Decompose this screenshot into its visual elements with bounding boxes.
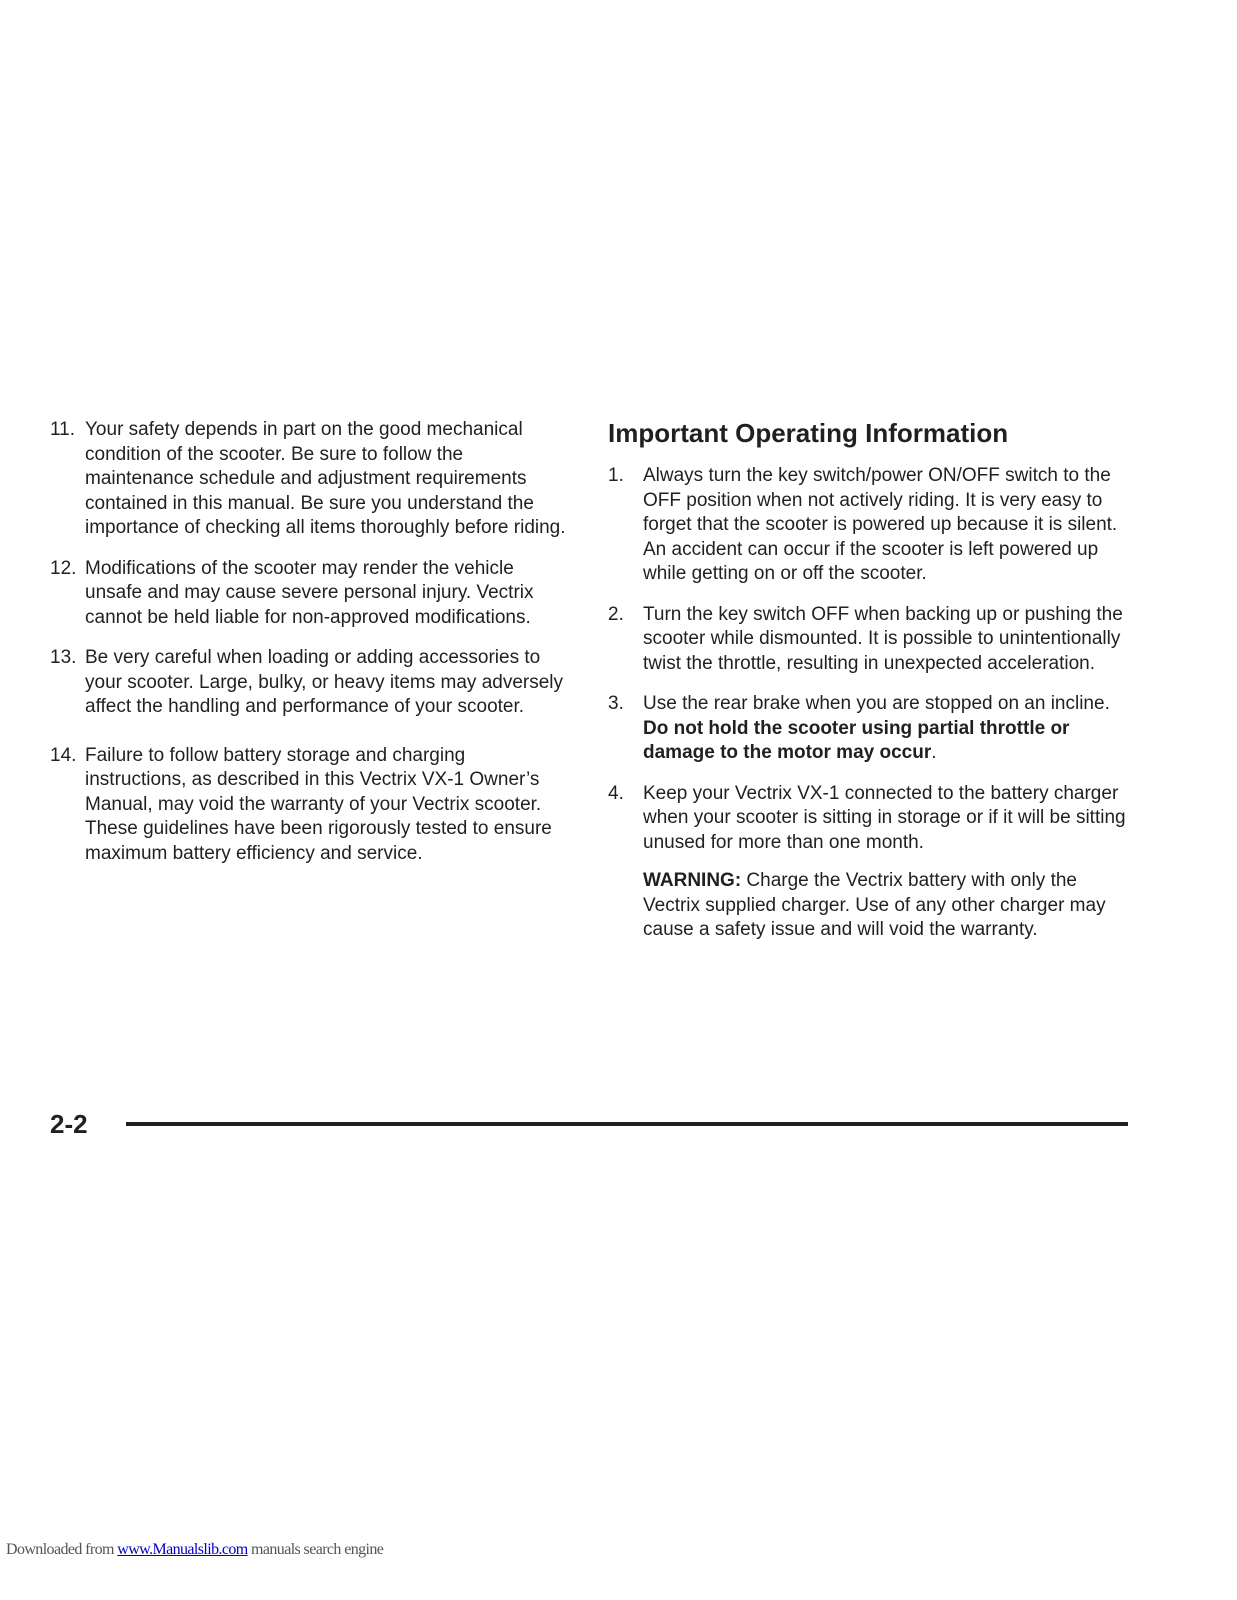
right-column	[608, 418, 1128, 943]
item-text: Turn the key switch OFF when backing up or pushing the scooter while dismounted. It is possible to unintentionally twist the throttle, resulting in unexpected acceleration.	[643, 603, 1123, 674]
list-item-4	[608, 782, 1128, 856]
download-prefix: Downloaded from	[6, 1541, 118, 1558]
page-footer	[50, 1106, 1128, 1142]
item-text: Your safety depends in part on the good mechanical condition of the scooter. Be sure to follow the maintenance schedule and adjustment requirements contained in this manual. Be sure you understand the importance of checking all items thoroughly before riding.	[85, 419, 566, 538]
download-suffix: manuals search engine	[247, 1541, 384, 1558]
footer-rule	[126, 1122, 1128, 1126]
page-number: 2-2	[50, 1109, 88, 1139]
item-text: Modifications of the scooter may render the vehicle unsafe and may cause severe personal injury. Vectrix cannot be held liable for non-approved modifications.	[85, 557, 534, 628]
item-number: 1.	[608, 465, 624, 486]
item-text	[643, 692, 1128, 766]
download-notice	[6, 1541, 383, 1559]
list-item-13	[50, 646, 570, 720]
list-item-12	[50, 557, 570, 631]
item-number: 12.	[50, 557, 77, 579]
item-text: Be very careful when loading or adding accessories to your scooter. Large, bulky, or heavy items may adversely affect the handling and performance of your scooter.	[85, 647, 564, 717]
item-number: 13.	[50, 647, 77, 668]
item-text: Keep your Vectrix VX-1 connected to the battery charger when your scooter is sitting in storage or if it will be sitting unused for more than one month.	[643, 782, 1126, 853]
item-number: 11.	[50, 419, 76, 440]
item-number: 14.	[50, 744, 77, 766]
warning-text: Charge the Vectrix battery with only the Vectrix supplied charger. Use of any other charger may cause a safety issue and will void the warranty.	[643, 870, 1106, 940]
manualslib-link[interactable]: www.Manualslib.com	[117, 1541, 248, 1558]
list-item-11	[50, 418, 570, 541]
item-text-start: Use the rear brake when you are stopped on an incline.	[643, 693, 1110, 714]
item-number: 2.	[608, 603, 624, 625]
warning-label: WARNING:	[643, 870, 742, 891]
section-heading: Important Operating Information	[608, 418, 1009, 448]
list-item-2	[608, 603, 1128, 677]
item-text: Always turn the key switch/power ON/OFF switch to the OFF position when not actively riding. It is very easy to forget that the scooter is powered up because it is silent. An accident can occur if the scooter is left powered up while getting on or off the scooter.	[643, 465, 1118, 584]
warning-note	[608, 869, 1128, 943]
list-item-1	[608, 464, 1128, 587]
item-text: Failure to follow battery storage and charging instructions, as described in this Vectrix VX-1 Owner’s Manual, may void the warranty of your Vectrix scooter. These guidelines have been rigorously tested to ensure maximum battery efficiency and service.	[85, 744, 552, 864]
item-text-bold: Do not hold the scooter using partial throttle or damage to the motor may occur	[643, 717, 1070, 763]
list-item-14	[50, 744, 570, 867]
item-number: 3.	[608, 693, 624, 714]
list-item-3	[608, 692, 1128, 766]
item-text-end: .	[931, 742, 937, 763]
item-number: 4.	[608, 782, 624, 804]
left-column	[50, 418, 570, 882]
